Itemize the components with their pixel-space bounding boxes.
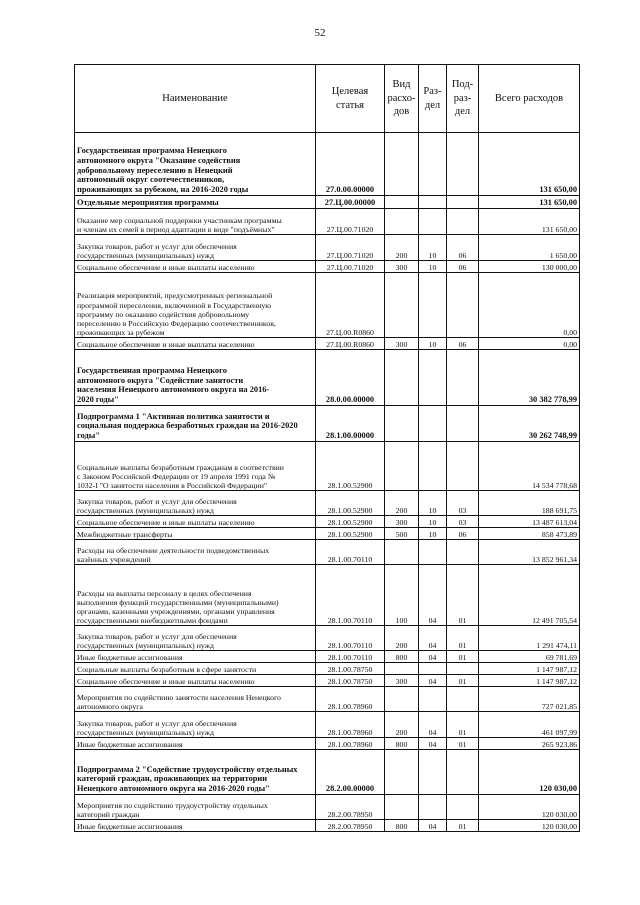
row-name: Закупка товаров, работ и услуг для обеспечения государственных (муниципальных) нужд [75, 491, 316, 516]
table-row [75, 565, 580, 626]
row-section: 04 [419, 675, 447, 687]
row-section: 10 [419, 261, 447, 273]
row-name: Мероприятия по содействию занятости населения Ненецкого автономного округа [75, 687, 316, 712]
row-subsection: 01 [447, 651, 479, 663]
row-name: Подпрограмма 2 "Содействие трудоустройству отдельных категорий граждан, проживающих на территории Ненецкого автономного округа на 2016-2020 годы" [75, 750, 316, 795]
row-name: Социальное обеспечение и иные выплаты населению [75, 338, 316, 350]
row-name: Социальное обеспечение и иные выплаты населению [75, 675, 316, 687]
row-target-article: 27.Ц.00.R0860 [316, 338, 385, 350]
page-number: 52 [314, 27, 326, 39]
row-total: 30 262 748,99 [479, 406, 580, 442]
row-section: 04 [419, 626, 447, 651]
table-row [75, 675, 580, 687]
row-total: 120 030,00 [479, 795, 580, 820]
table-row [75, 338, 580, 350]
row-name: Закупка товаров, работ и услуг для обеспечения государственных (муниципальных) нужд [75, 712, 316, 738]
row-section [419, 350, 447, 406]
row-section: 10 [419, 235, 447, 261]
row-target-article: 28.1.00.70110 [316, 626, 385, 651]
row-subsection [447, 273, 479, 338]
row-expense-type [385, 795, 419, 820]
row-name: Отдельные мероприятия программы [75, 196, 316, 209]
header-name: Наименование [75, 65, 316, 133]
table-row [75, 491, 580, 516]
row-target-article: 28.1.00.78750 [316, 675, 385, 687]
row-subsection: 01 [447, 565, 479, 626]
row-expense-type [385, 209, 419, 235]
row-total: 1 147 987,12 [479, 663, 580, 675]
row-name: Закупка товаров, работ и услуг для обеспечения государственных (муниципальных) нужд [75, 626, 316, 651]
table-row [75, 626, 580, 651]
row-expense-type [385, 406, 419, 442]
row-expense-type [385, 273, 419, 338]
row-total: 30 382 778,99 [479, 350, 580, 406]
row-name: Государственная программа Ненецкого автономного округа "Оказание содействия добровольному переселению в Ненецкий автономный округ соотечественников, проживающих за рубежом, на 2016-2020 годы [75, 133, 316, 196]
row-subsection [447, 406, 479, 442]
table-row [75, 209, 580, 235]
row-name: Социальные выплаты безработным гражданам в соответствии с Законом Российской Федерации от 19 апреля 1991 года № 1032-I "О занятости населения в Российской Федерации" [75, 442, 316, 491]
row-subsection [447, 350, 479, 406]
row-expense-type [385, 196, 419, 209]
row-subsection [447, 795, 479, 820]
row-subsection [447, 133, 479, 196]
row-expense-type [385, 540, 419, 565]
header-total-expenses: Всего расходов [479, 65, 580, 133]
row-subsection [447, 663, 479, 675]
row-expense-type [385, 750, 419, 795]
row-total: 14 534 778,68 [479, 442, 580, 491]
row-expense-type: 300 [385, 261, 419, 273]
row-expense-type: 200 [385, 626, 419, 651]
row-section [419, 540, 447, 565]
row-total: 69 781,69 [479, 651, 580, 663]
header-expense-type: Вид расхо- дов [385, 65, 419, 133]
table-row [75, 663, 580, 675]
row-section [419, 687, 447, 712]
row-subsection [447, 442, 479, 491]
row-target-article: 28.1.00.78960 [316, 712, 385, 738]
row-subsection [447, 196, 479, 209]
row-subsection: 06 [447, 235, 479, 261]
row-expense-type: 500 [385, 528, 419, 540]
row-target-article: 28.2.00.78950 [316, 820, 385, 832]
row-subsection: 01 [447, 820, 479, 832]
row-total: 0,00 [479, 338, 580, 350]
row-subsection: 06 [447, 528, 479, 540]
row-section [419, 442, 447, 491]
row-section: 10 [419, 516, 447, 528]
row-expense-type: 200 [385, 491, 419, 516]
row-name: Оказание мер социальной поддержки участникам программы и членам их семей в период адаптации в виде "подъёмных" [75, 209, 316, 235]
row-name: Государственная программа Ненецкого автономного округа "Содействие занятости населения Ненецкого автономного округа на 2016- 2020 годы" [75, 350, 316, 406]
row-target-article: 28.1.00.78960 [316, 687, 385, 712]
row-section [419, 750, 447, 795]
row-section [419, 406, 447, 442]
row-section: 04 [419, 712, 447, 738]
header-subsection: Под- раз- дел [447, 65, 479, 133]
row-expense-type: 200 [385, 712, 419, 738]
row-total: 12 491 705,54 [479, 565, 580, 626]
row-target-article: 28.1.00.52900 [316, 491, 385, 516]
row-total: 1 291 474,11 [479, 626, 580, 651]
header-section: Раз- дел [419, 65, 447, 133]
row-total: 131 650,00 [479, 209, 580, 235]
row-subsection: 01 [447, 712, 479, 738]
row-total: 130 000,00 [479, 261, 580, 273]
row-expense-type: 800 [385, 820, 419, 832]
row-total: 727 021,85 [479, 687, 580, 712]
row-total: 0,00 [479, 273, 580, 338]
row-name: Реализация мероприятий, предусмотренных региональной программой переселения, включенной в Государственную программу по оказанию содействия добровольному переселению в Российскую Федерацию соотечественников, проживающих за рубежом [75, 273, 316, 338]
row-expense-type: 800 [385, 651, 419, 663]
row-name: Расходы на обеспечение деятельности подведомственных казённых учреждений [75, 540, 316, 565]
row-target-article: 28.1.00.70110 [316, 565, 385, 626]
row-total: 13 487 613,04 [479, 516, 580, 528]
row-name: Мероприятия по содействию трудоустройству отдельных категорий граждан [75, 795, 316, 820]
budget-table [74, 64, 580, 832]
row-target-article: 28.2.00.00000 [316, 750, 385, 795]
table-row [75, 820, 580, 832]
header-row [75, 65, 580, 133]
row-subsection: 06 [447, 338, 479, 350]
row-name: Иные бюджетные ассигнования [75, 651, 316, 663]
row-total: 1 147 987,12 [479, 675, 580, 687]
row-target-article: 27.Ц.00.71020 [316, 235, 385, 261]
row-target-article: 28.1.00.78750 [316, 663, 385, 675]
table-row [75, 196, 580, 209]
row-section [419, 663, 447, 675]
row-total: 1 650,00 [479, 235, 580, 261]
row-target-article: 28.1.00.70110 [316, 540, 385, 565]
row-target-article: 28.1.00.00000 [316, 406, 385, 442]
row-section: 10 [419, 491, 447, 516]
row-target-article: 27.Ц.00.71020 [316, 209, 385, 235]
row-target-article: 27.Ц.00.R0860 [316, 273, 385, 338]
row-total: 858 473,89 [479, 528, 580, 540]
table-row [75, 712, 580, 738]
row-expense-type [385, 663, 419, 675]
table-row [75, 738, 580, 750]
row-expense-type [385, 133, 419, 196]
row-total: 13 852 961,34 [479, 540, 580, 565]
row-name: Иные бюджетные ассигнования [75, 738, 316, 750]
table-row [75, 350, 580, 406]
row-subsection [447, 750, 479, 795]
row-target-article: 28.1.00.52900 [316, 528, 385, 540]
row-subsection [447, 687, 479, 712]
row-target-article: 28.2.00.78950 [316, 795, 385, 820]
row-total: 265 923,86 [479, 738, 580, 750]
row-section [419, 209, 447, 235]
row-subsection [447, 209, 479, 235]
row-target-article: 28.1.00.78960 [316, 738, 385, 750]
row-expense-type [385, 442, 419, 491]
row-section: 10 [419, 528, 447, 540]
row-total: 131 650,00 [479, 196, 580, 209]
row-section [419, 273, 447, 338]
row-section: 04 [419, 651, 447, 663]
row-subsection [447, 540, 479, 565]
row-subsection: 03 [447, 516, 479, 528]
header-target-article: Целевая статья [316, 65, 385, 133]
row-section: 04 [419, 820, 447, 832]
row-name: Расходы на выплаты персоналу в целях обеспечения выполнения функций государственными (муниципальными) органами, казенными учреждениями, органами управления государственными внебюджетными фондами [75, 565, 316, 626]
row-total: 461 097,99 [479, 712, 580, 738]
row-expense-type: 300 [385, 675, 419, 687]
table-row [75, 651, 580, 663]
row-expense-type: 200 [385, 235, 419, 261]
row-name: Социальные выплаты безработным в сфере занятости [75, 663, 316, 675]
row-target-article: 28.0.00.00000 [316, 350, 385, 406]
row-total: 120 030,00 [479, 820, 580, 832]
row-name: Иные бюджетные ассигнования [75, 820, 316, 832]
row-total: 131 650,00 [479, 133, 580, 196]
row-total: 120 030,00 [479, 750, 580, 795]
table-row [75, 406, 580, 442]
row-expense-type: 300 [385, 516, 419, 528]
row-target-article: 28.1.00.52900 [316, 516, 385, 528]
row-section [419, 133, 447, 196]
row-expense-type: 100 [385, 565, 419, 626]
table-row [75, 795, 580, 820]
row-section: 10 [419, 338, 447, 350]
row-target-article: 27.0.00.00000 [316, 133, 385, 196]
row-subsection: 01 [447, 626, 479, 651]
row-target-article: 27.Ц.00.71020 [316, 261, 385, 273]
table-row [75, 750, 580, 795]
row-subsection: 06 [447, 261, 479, 273]
row-name: Социальное обеспечение и иные выплаты населению [75, 516, 316, 528]
row-expense-type: 300 [385, 338, 419, 350]
table-row [75, 540, 580, 565]
table-row [75, 261, 580, 273]
row-target-article: 28.1.00.52900 [316, 442, 385, 491]
table-row [75, 528, 580, 540]
row-section [419, 795, 447, 820]
row-subsection: 01 [447, 738, 479, 750]
table-row [75, 442, 580, 491]
row-total: 188 691,75 [479, 491, 580, 516]
table-row [75, 687, 580, 712]
row-name: Межбюджетные трансферты [75, 528, 316, 540]
row-section: 04 [419, 565, 447, 626]
table-body [75, 133, 580, 832]
row-section: 04 [419, 738, 447, 750]
row-target-article: 27.Ц.00.00000 [316, 196, 385, 209]
table-row [75, 235, 580, 261]
table-row [75, 516, 580, 528]
row-subsection: 03 [447, 491, 479, 516]
table-row [75, 273, 580, 338]
row-name: Подпрограмма 1 "Активная политика занятости и социальная поддержка безработных граждан на 2016-2020 годы" [75, 406, 316, 442]
row-name: Закупка товаров, работ и услуг для обеспечения государственных (муниципальных) нужд [75, 235, 316, 261]
row-name: Социальное обеспечение и иные выплаты населению [75, 261, 316, 273]
row-expense-type: 800 [385, 738, 419, 750]
row-expense-type [385, 350, 419, 406]
row-subsection: 01 [447, 675, 479, 687]
row-target-article: 28.1.00.70110 [316, 651, 385, 663]
row-expense-type [385, 687, 419, 712]
row-section [419, 196, 447, 209]
table-row [75, 133, 580, 196]
